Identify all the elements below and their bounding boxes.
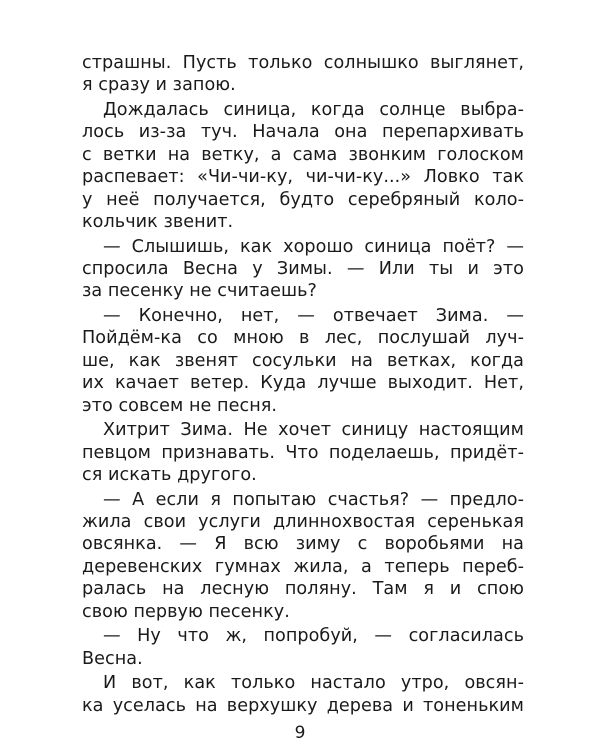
text-line: — А если я попытаю счастья? — предло- xyxy=(103,489,524,510)
text-line: — Слышишь, как хорошо синица поёт? — xyxy=(103,236,524,257)
text-line: И вот, как только настало утро, овсян- xyxy=(103,673,524,694)
text-line: ся искать другого. xyxy=(82,465,257,485)
text-line: за песенку не считаешь? xyxy=(82,281,317,302)
text-line: спросила Весна у Зимы. — Или ты и это xyxy=(82,259,524,279)
page-number: 9 xyxy=(294,723,306,743)
text-line: страшны. Пусть только солнышко выглянет, xyxy=(82,53,524,73)
text-line: Дождалась синица, когда солнце выбра- xyxy=(103,100,524,120)
text-line: у неё получается, будто серебряный коло- xyxy=(82,189,524,210)
text-line: деревенских гумнах жила, а теперь переб- xyxy=(82,556,524,577)
text-line: свою первую песенку. xyxy=(82,601,290,622)
text-line: распевает: «Чи-чи-ку, чи-чи-ку...» Ловко так xyxy=(82,167,524,188)
text-line: жила свои услуги длиннохвостая серенькая xyxy=(82,512,524,532)
text-line: это совсем не песня. xyxy=(82,395,278,416)
text-line: ралась на лесную поляну. Там я и спою xyxy=(82,579,524,600)
text-line: Пойдём-ка со мною в лес, послушай луч- xyxy=(82,328,524,349)
text-line: — Конечно, нет, — отвечает Зима. — xyxy=(103,306,524,326)
text-line: Хитрит Зима. Не хочет синицу настоящим xyxy=(103,420,524,441)
text-line: кольчик звенит. xyxy=(82,212,234,232)
text-line: ка уселась на верхушку дерева и тоненьким xyxy=(82,695,524,716)
text-line: я сразу и запою. xyxy=(82,75,236,96)
text-line: с ветки на ветку, а сама звонким голоском xyxy=(82,144,524,165)
text-line: лось из-за туч. Начала она перепархивать xyxy=(82,122,524,143)
text-line: — Ну что ж, попробуй, — согласилась xyxy=(103,626,524,647)
text-line: Весна. xyxy=(82,648,143,669)
text-line: их качает ветер. Куда лучше выходит. Нет, xyxy=(82,373,524,394)
text-line: ше, как звенят сосульки на ветках, когда xyxy=(82,350,524,371)
text-line: певцом признавать. Что поделаешь, придёт- xyxy=(82,442,524,463)
text-line: овсянка. — Я всю зиму с воробьями на xyxy=(82,534,524,555)
